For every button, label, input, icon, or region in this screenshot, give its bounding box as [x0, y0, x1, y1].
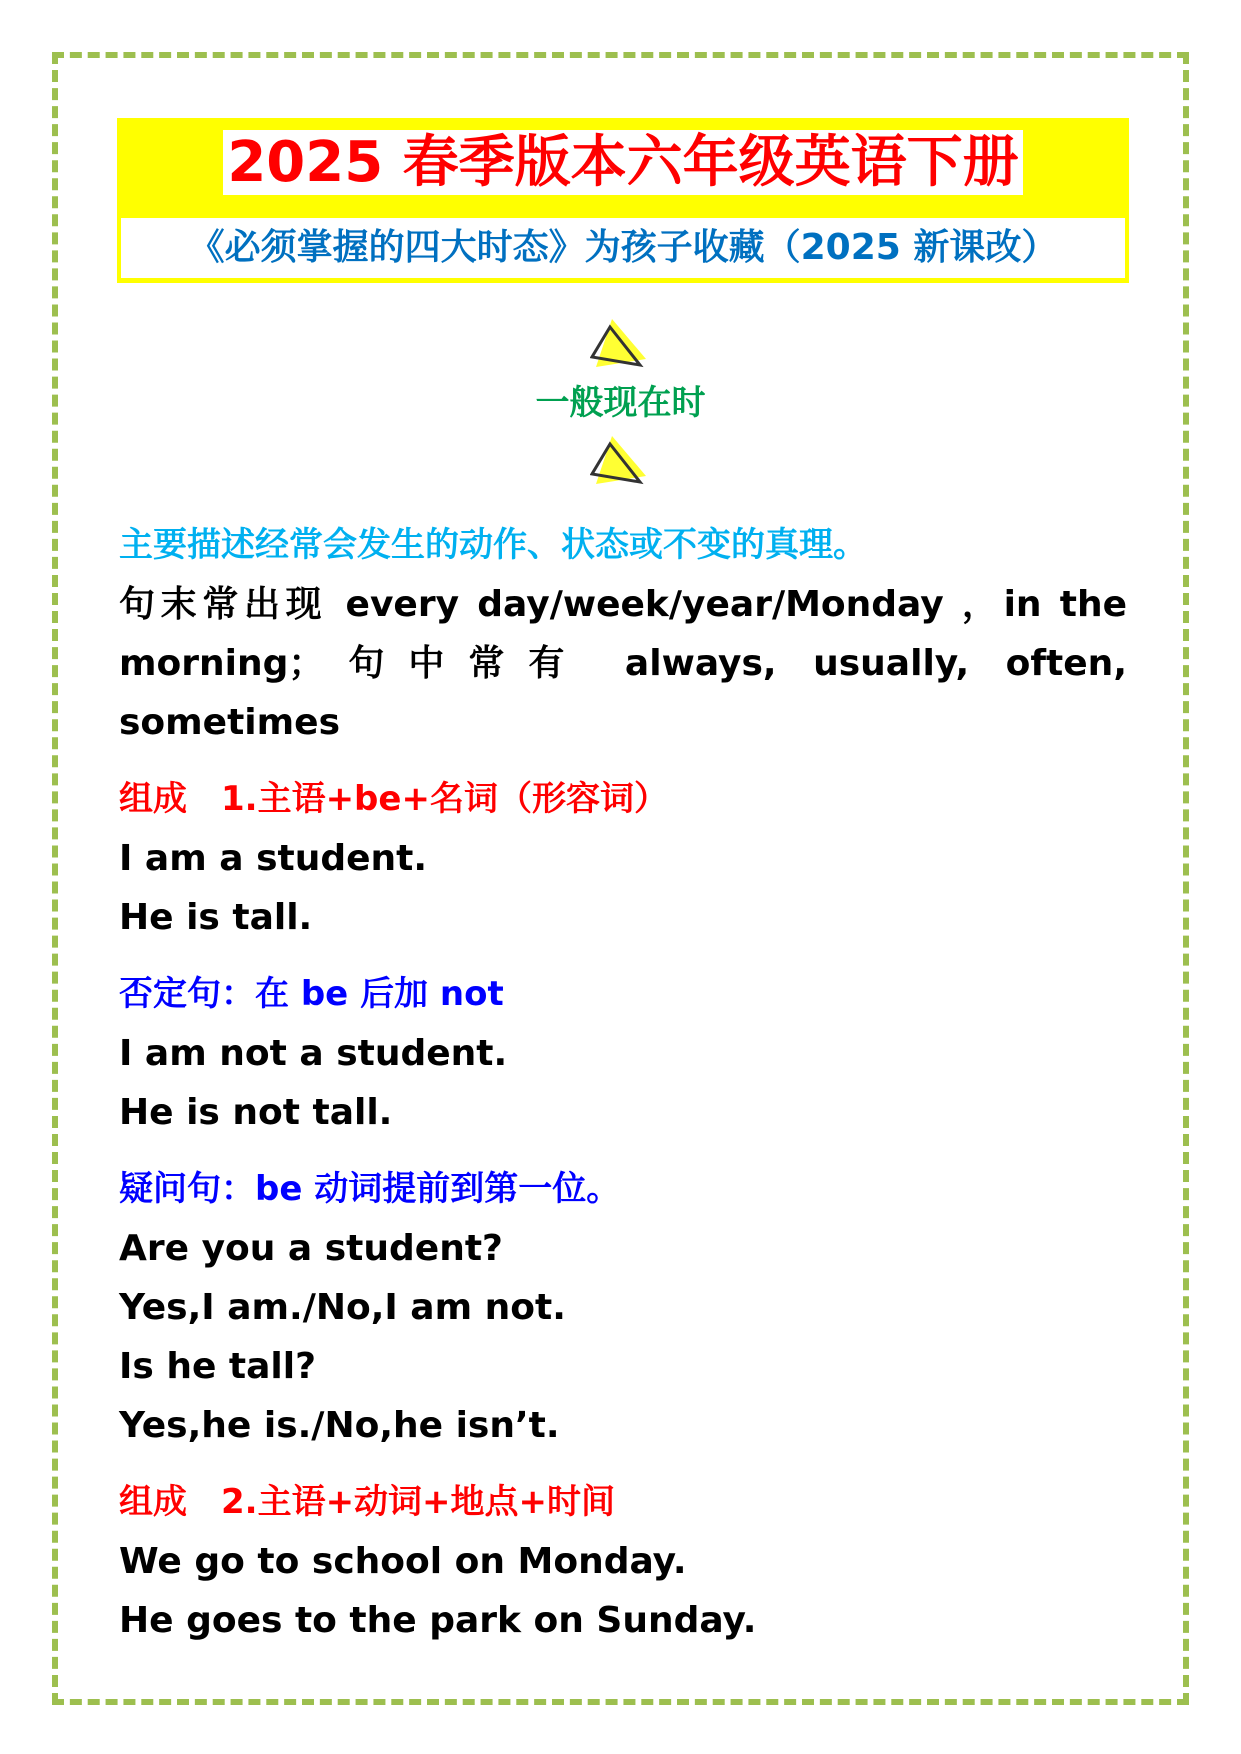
- example-sentence: Is he tall?: [119, 1346, 316, 1387]
- example-sentence: He goes to the park on Sunday.: [119, 1600, 757, 1641]
- example-sentence: Are you a student?: [119, 1228, 503, 1269]
- question-rule-label: 疑问句：be 动词提前到第一位。: [119, 1169, 621, 1209]
- title-banner: [117, 118, 1129, 283]
- structure2-label: 组成 2.主语+动词+地点+时间: [119, 1482, 616, 1522]
- structure1-label: 组成 1.主语+be+名词（形容词）: [119, 779, 668, 819]
- page-subtitle: 《必须掌握的四大时态》为孩子收藏（2025 新课改）: [121, 218, 1125, 278]
- tense-description: 主要描述经常会发生的动作、状态或不变的真理。: [119, 525, 867, 565]
- negative-rule-label: 否定句：在 be 后加 not: [119, 974, 504, 1014]
- example-sentence: I am not a student.: [119, 1033, 508, 1074]
- example-sentence: I am a student.: [119, 838, 428, 879]
- triangle-icon: [590, 432, 650, 490]
- page-title: 2025 春季版本六年级英语下册: [117, 128, 1129, 198]
- example-sentence: He is tall.: [119, 897, 313, 938]
- example-sentence: We go to school on Monday.: [119, 1541, 687, 1582]
- example-sentence: Yes,I am./No,I am not.: [119, 1287, 566, 1328]
- triangle-icon: [590, 315, 650, 373]
- example-sentence: Yes,he is./No,he isn’t.: [119, 1405, 560, 1446]
- time-words-note: 句末常出现 every day/week/year/Monday ，in the morning；句中常有 always, usually, often, sometimes: [119, 584, 1127, 743]
- main-content: [119, 515, 1127, 1650]
- example-sentence: He is not tall.: [119, 1092, 393, 1133]
- section-heading: 一般现在时: [535, 383, 706, 423]
